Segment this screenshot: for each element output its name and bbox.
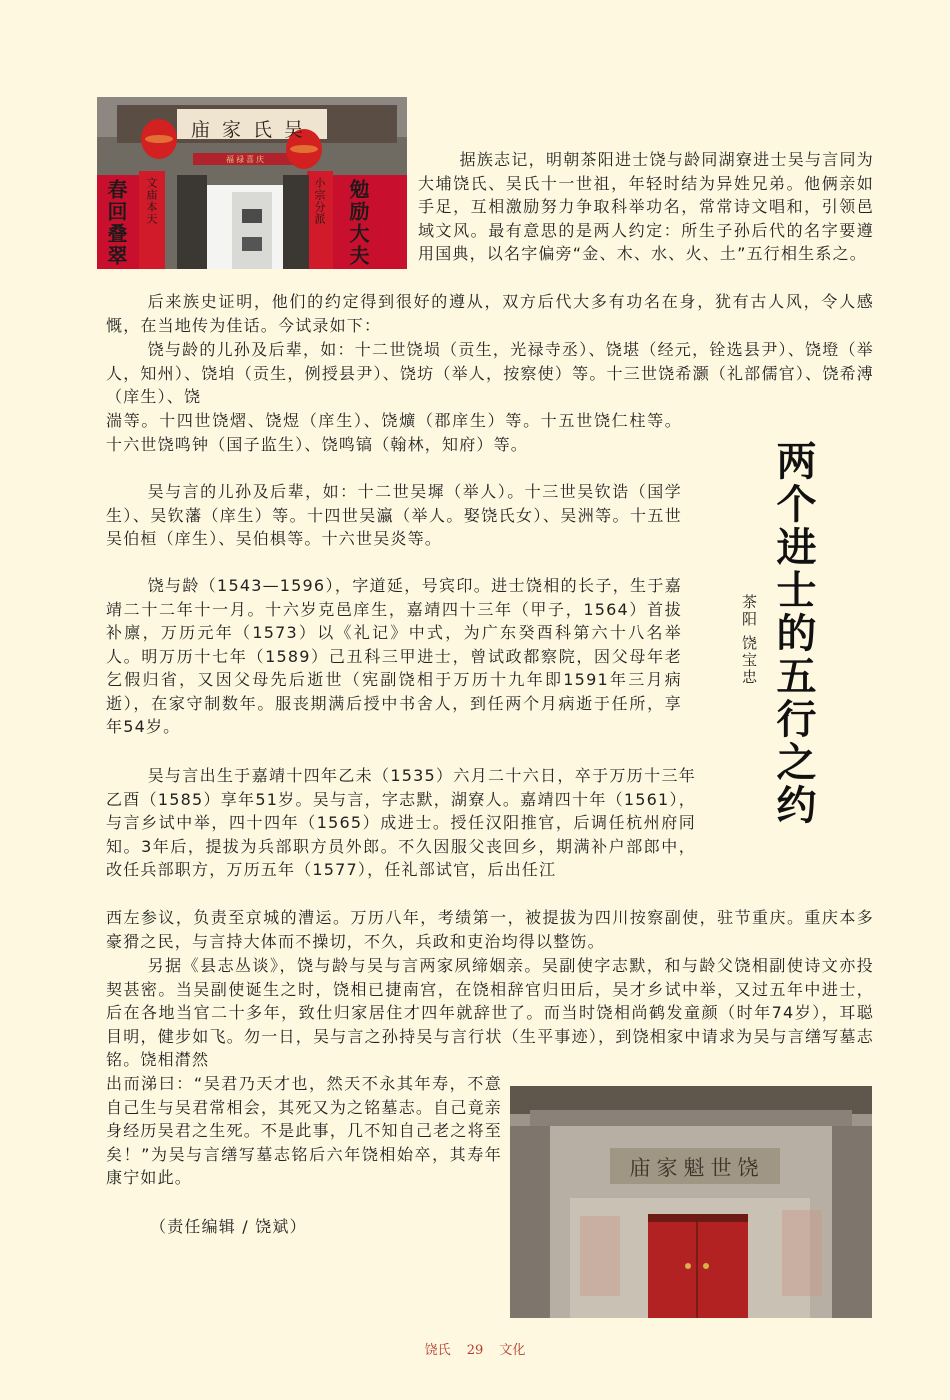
paragraph-5: 饶与龄（1543—1596），字道延，号宾印。进士饶相的长子，生于嘉靖二十二年十一月。十六岁克邑庠生，嘉靖四十三年（甲子，1564）首拔补廪，万历元年（1573）以《礼记》中式，为广东癸酉科第六十八名举人。明万历十七年（1589）己丑科三甲进士，曾试政都察院，因父母年老乞假归省，又因父母先后逝世（宪副饶相于万历十九年即1591年三月病逝），在家守制数年。服丧期满后授中书舍人，到任两个月病逝于任所，享年54岁。 — [106, 576, 682, 736]
paragraph-6a: 吴与言出生于嘉靖十四年乙未（1535）六月二十六日，卒于万历十三年乙酉（1585）享年51岁。吴与言，字志默，湖寮人。嘉靖四十年（1561），与言乡试中举，四十四年（1565）成进士。授任汉阳推官，后调任杭州府同知。3年后，提拔为兵部职方员外郎。不久因服父丧回乡，期满补户部郎中，改任兵部职方，万历五年（1577），任礼部试官，后出任江 — [106, 766, 696, 879]
rao-plaque-text: 饶世魁家庙 — [629, 1156, 765, 1180]
paragraph-7b: 出而涕曰：“吴君乃天才也，然天不永其年寿，不意自己生与吴君常相会，其死又为之铭墓志。自己竟亲身经历吴君之生死。不是此事，几不知自己老之将至矣！”为吴与言缮写墓志铭后六年饶相始卒，其寿年康宁如此。 — [106, 1074, 502, 1187]
couplet-right-text: 勉励大夫 — [346, 179, 370, 267]
page-number: 29 — [466, 1343, 484, 1358]
temple-plaque-text: 吴氏家庙 — [190, 119, 315, 141]
footer-magazine: 饶氏 — [424, 1343, 451, 1358]
paragraph-6b: 西左参议，负责至京城的漕运。万历八年，考绩第一，被提拔为四川按察副使，驻节重庆。重庆本多豪猾之民，与言持大体而不操切，不久，兵政和吏治均得以整饬。 — [106, 908, 874, 951]
page-footer — [0, 1339, 950, 1358]
paragraph-7a: 另据《县志丛谈》，饶与龄与吴与言两家夙缔姻亲。吴副使字志默，和与龄父饶相副使诗文亦投契甚密。当吴副使诞生之时，饶相已捷南宫，在饶相辞官归田后，吴才乡试中举，又过五年中进士，后在各地当官二十多年，致仕归家居住才四年就辞世了。而当时饶相尚鹤发童颜（时年74岁），耳聪目明，健步如飞。勿一日，吴与言之孙持吴与言行状（生平事迹），到饶相家中请求为吴与言缮写墓志铭。饶相潸然 — [106, 956, 874, 1069]
paragraph-3b: 湍等。十四世饶熠、饶煜（庠生）、饶爌（郡庠生）等。十五世饶仁柱等。十六世饶鸣钟（国子监生）、饶鸣镐（翰林，知府）等。 — [106, 411, 682, 454]
rao-ancestral-temple-photo — [510, 1086, 872, 1318]
couplet-left-text: 春回叠翠 — [104, 179, 128, 267]
article-title: 两个进士的五行之约 — [770, 440, 816, 827]
wu-ancestral-temple-photo — [97, 97, 407, 269]
couplet-right-small-text: 小宗分派 — [313, 177, 326, 225]
paragraph-4: 吴与言的儿孙及后辈，如：十二世吴墀（举人）。十三世吴钦诰（国学生）、吴钦藩（庠生）等。十四世吴瀛（举人。娶饶氏女）、吴洲等。十五世吴伯桓（庠生）、吴伯椇等。十六世吴炎等。 — [106, 482, 682, 548]
couplet-left-small-text: 文庙本天 — [145, 177, 158, 225]
rao-temple-illustration — [510, 1086, 872, 1318]
article-byline: 茶阳 饶宝忠 — [740, 594, 758, 686]
paragraph-3a: 饶与龄的儿孙及后辈，如：十二世饶埙（贡生，光禄寺丞）、饶堪（经元，铨选县尹）、饶墱（举人，知州）、饶垍（贡生，例授县尹）、饶坊（举人，按察使）等。十三世饶希灏（礼部儒官）、饶希溥（庠生）、饶 — [106, 340, 874, 406]
paragraph-1: 据族志记，明朝茶阳进士饶与龄同湖寮进士吴与言同为大埔饶氏、吴氏十一世祖，年轻时结为异姓兄弟。他俩亲如手足，互相激励努力争取科举功名，常常诗文唱和，引领邑域文风。最有意思的是两人约定：所生子孙后代的名字要遵用国典，以名字偏旁“金、木、水、火、土”五行相生系之。 — [418, 150, 874, 263]
paragraph-2: 后来族史证明，他们的约定得到很好的遵从，双方后代大多有功名在身，犹有古人风，令人感慨，在当地传为佳话。今试录如下： — [106, 292, 874, 335]
editor-credit: （责任编辑 / 饶斌） — [150, 1217, 307, 1236]
footer-section: 文化 — [499, 1343, 526, 1358]
lintel-text: 福禄喜庆 — [226, 155, 266, 164]
